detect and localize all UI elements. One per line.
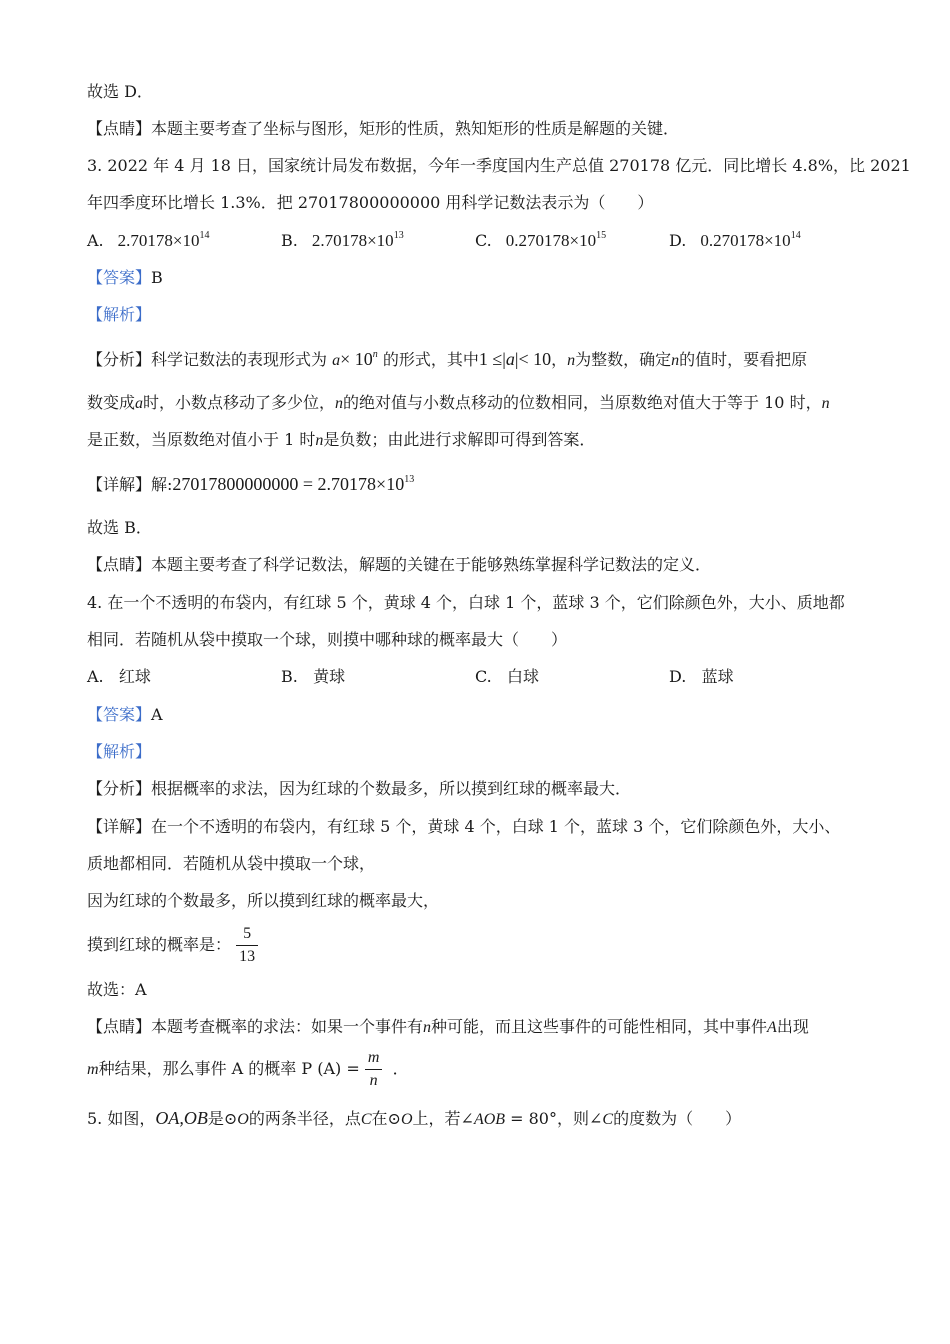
q4-option-c: C. 白球: [475, 667, 540, 686]
detail-line: 摸到红球的概率是： $\frac{5}{13}$: [87, 922, 258, 968]
answer-line: [87, 268, 163, 288]
text-line: 故选 D．: [87, 82, 153, 101]
q3-option-a: A. $2.70178\times 10^{14}$: [87, 230, 210, 250]
tip-line: 【点睛】本题主要考查了坐标与图形，矩形的性质，熟知矩形的性质是解题的关键．: [87, 119, 680, 138]
answer-value: A: [151, 705, 163, 724]
question-3-line: 3. 2022 年 4 月 18 日，国家统计局发布数据，今年一季度国内生产总值 270178 亿元．同比增长 4.8%，比 2021: [87, 156, 911, 175]
q4-option-d: D. 蓝球: [669, 667, 734, 686]
detail-line: 质地都相同．若随机从袋中摸取一个球，: [87, 854, 376, 873]
text-line: 故选 B．: [87, 518, 152, 537]
tip-line: 【点睛】本题主要考查了科学记数法，解题的关键在于能够熟练掌握科学记数法的定义．: [87, 555, 712, 574]
tip-line: m种结果，那么事件 A 的概率 P (A) = $\frac{m}{n}$ ．: [87, 1046, 409, 1093]
fraction: $\frac{5}{13}$: [236, 923, 258, 968]
analysis-line: 是正数，当原数绝对值小于 1 时n是负数；由此进行求解即可得到答案．: [87, 430, 596, 449]
analysis-tag: 【解析】: [87, 305, 152, 324]
answer-tag: 【答案】: [87, 705, 152, 724]
answer-tag: 【答案】: [87, 268, 152, 287]
q4-option-a: A. 红球: [87, 667, 151, 686]
q3-option-d: D. $0.270178\times 10^{14}$: [669, 230, 801, 250]
detail-line: 【详解】在一个不透明的布袋内，有红球 5 个，黄球 4 个，白球 1 个，蓝球 3 个，它们除颜色外，大小、: [87, 817, 841, 836]
text-line: 故选：A: [87, 980, 147, 999]
analysis-line: 【分析】科学记数法的表现形式为 $a\times 10^n$ 的形式，其中1 ≤|a|< 10，n为整数，确定n的值时，要看把原: [87, 349, 808, 369]
q3-option-c: C. $0.270178\times 10^{15}$: [475, 230, 607, 250]
tip-line: 【点睛】本题考查概率的求法：如果一个事件有n种可能，而且这些事件的可能性相同，其中事件A出现: [87, 1017, 809, 1036]
answer-value: B: [151, 268, 163, 287]
analysis-line: 【分析】根据概率的求法，因为红球的个数最多，所以摸到红球的概率最大．: [87, 779, 632, 798]
question-5-line: 5. 如图，OA,OB是⊙O的两条半径，点C在⊙O上，若∠AOB = 80°，则∠C的度数为（ ）: [87, 1108, 742, 1128]
detail-line: 因为红球的个数最多，所以摸到红球的概率最大，: [87, 891, 440, 910]
q3-option-b: B. $2.70178\times 10^{13}$: [281, 230, 404, 250]
question-4-line: 相同．若随机从袋中摸取一个球，则摸中哪种球的概率最大（ ）: [87, 630, 568, 649]
fraction: $\frac{m}{n}$: [365, 1047, 383, 1092]
q4-option-b: B. 黄球: [281, 667, 346, 686]
question-4-line: 4. 在一个不透明的布袋内，有红球 5 个，黄球 4 个，白球 1 个，蓝球 3 个，它们除颜色外，大小、质地都: [87, 593, 845, 612]
question-3-line: 年四季度环比增长 1.3%．把 27017800000000 用科学记数法表示为（ ）: [87, 193, 654, 212]
analysis-line: 数变成a时，小数点移动了多少位，n的绝对值与小数点移动的位数相同，当原数绝对值大于等于 10 时，n: [87, 393, 830, 412]
answer-line: [87, 705, 163, 725]
detail-line: 【详解】解:27017800000000 = $2.70178\times 10^{13}$: [87, 474, 415, 494]
analysis-tag: 【解析】: [87, 742, 152, 761]
